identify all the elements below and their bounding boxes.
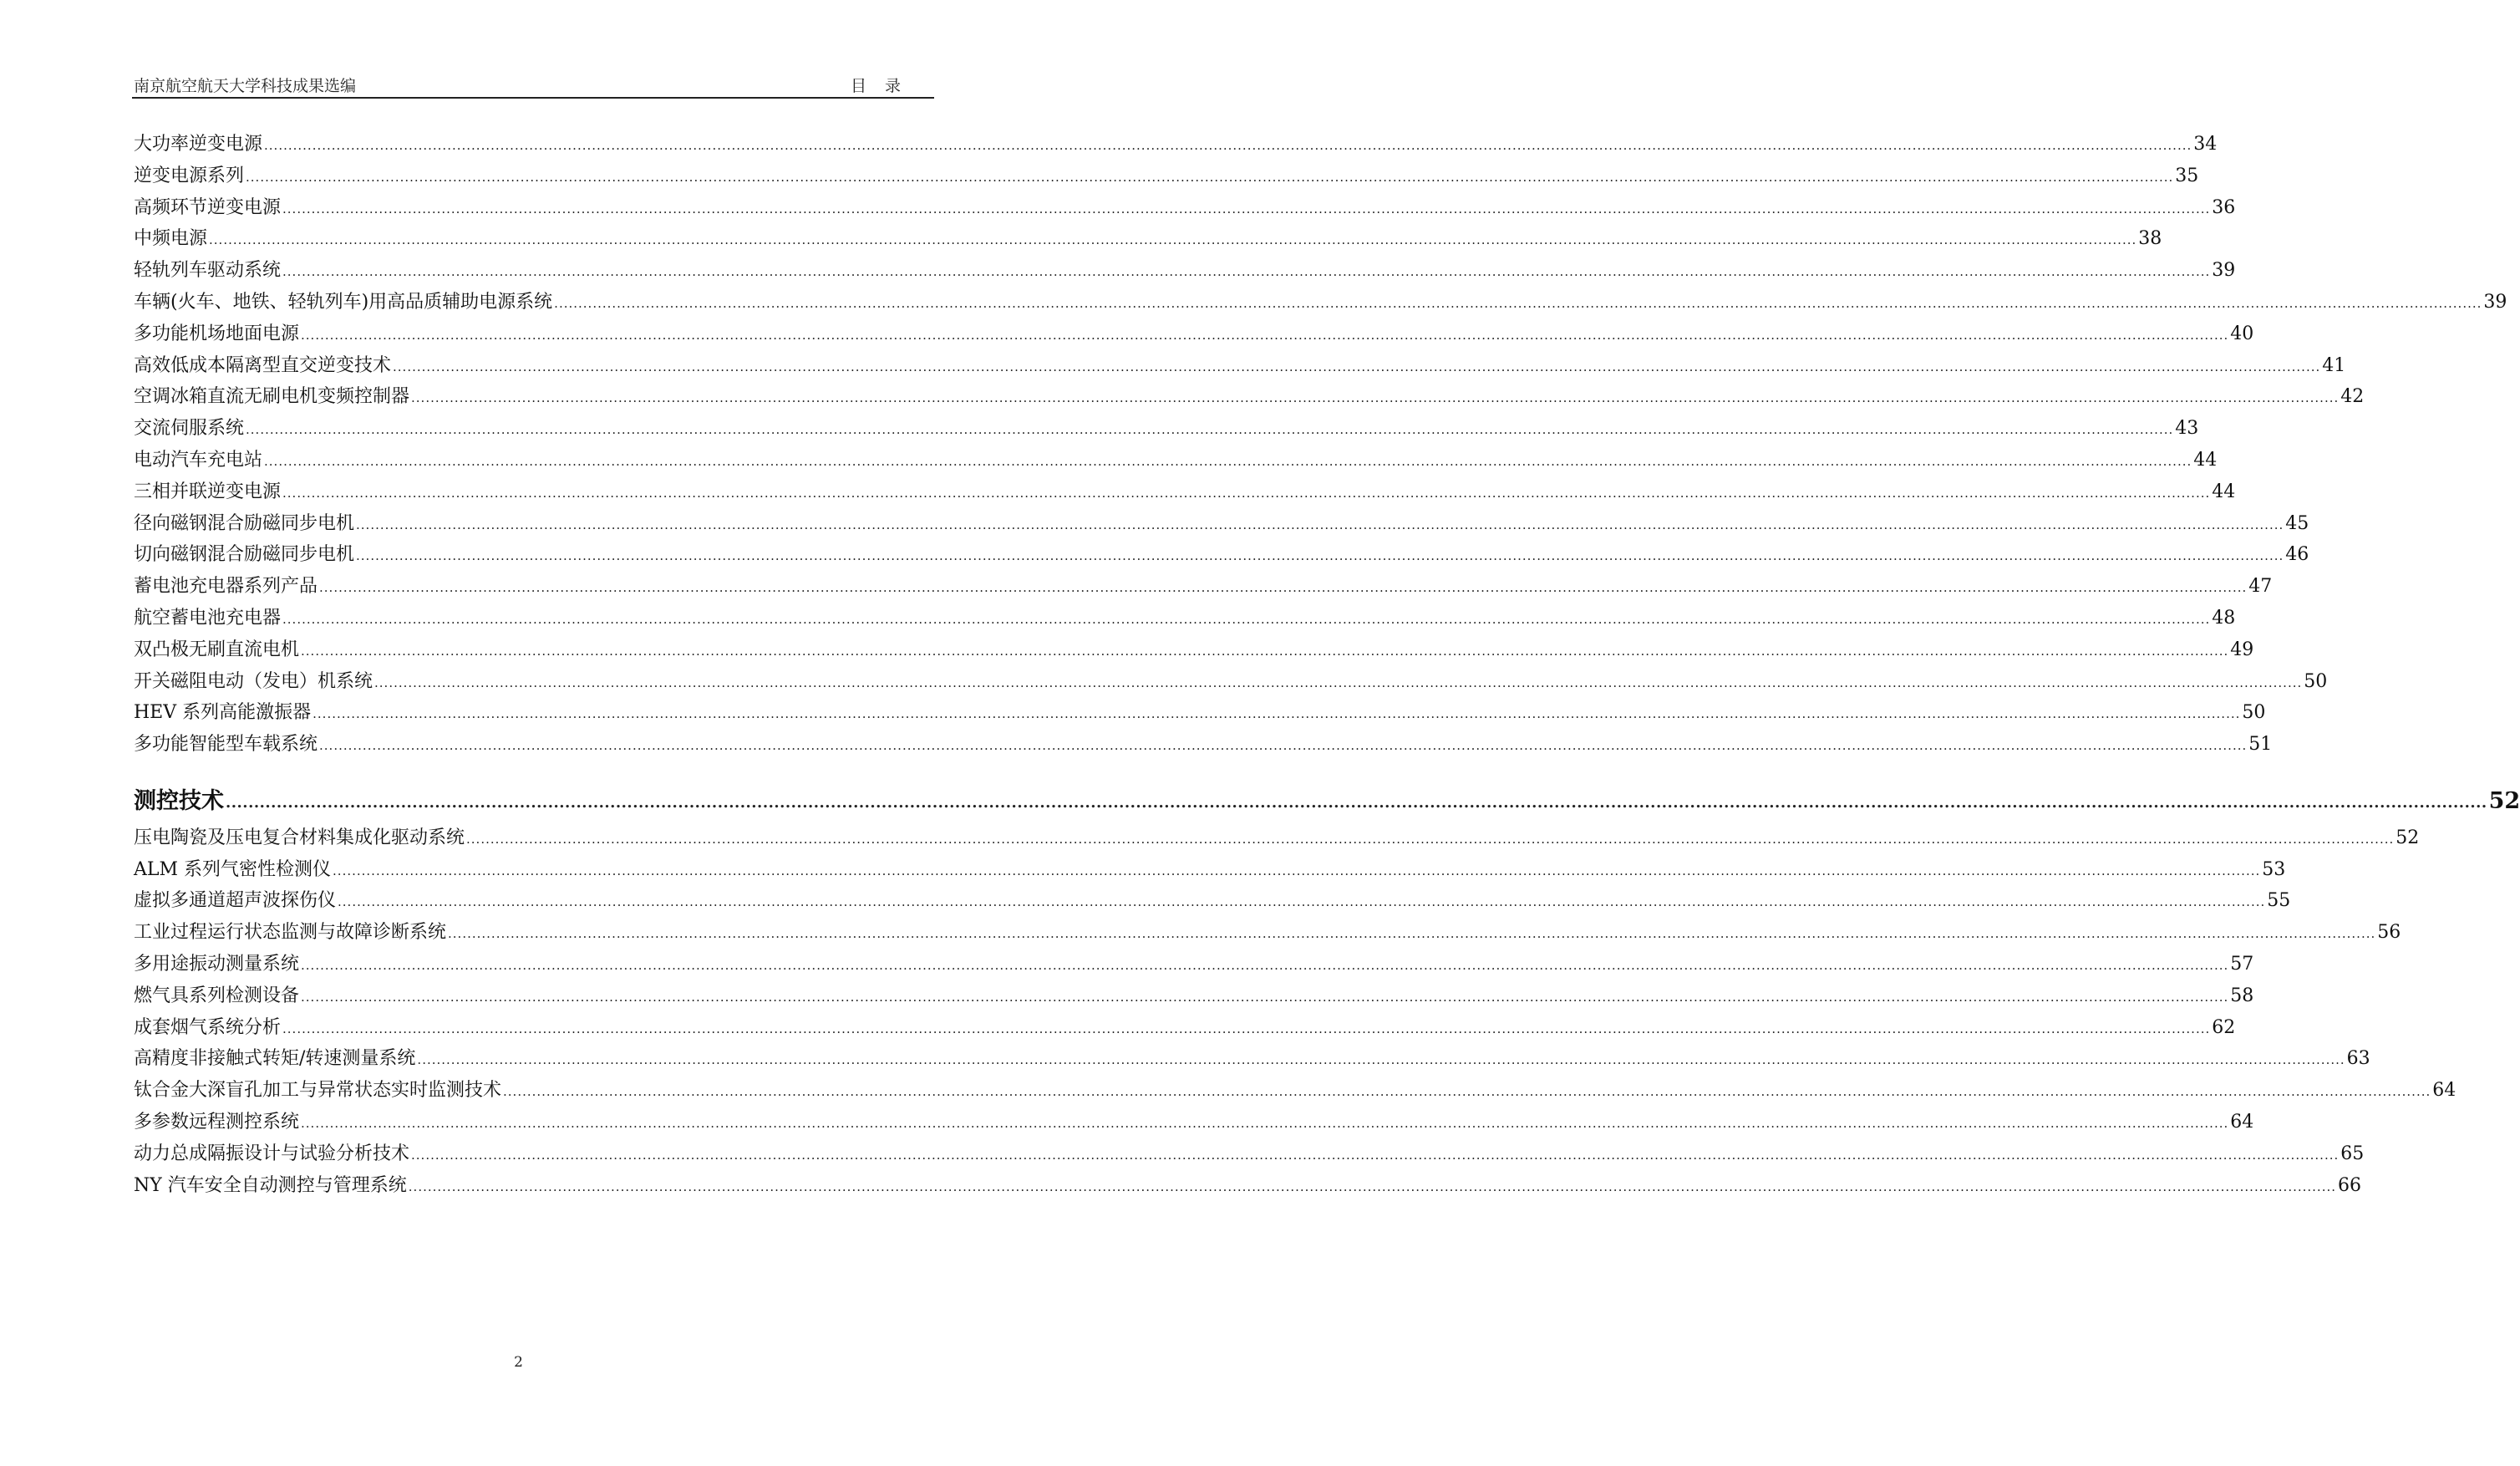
toc-entry[interactable] xyxy=(134,1010,2236,1041)
toc-entry-page: 42 xyxy=(2340,386,2365,408)
toc-leader-dots: ................................................................................................................................................................................................................................................................................................................................................................................................................ xyxy=(282,612,2211,627)
toc-entry[interactable] xyxy=(134,221,2162,252)
toc-entry[interactable] xyxy=(134,727,2273,757)
toc-entry[interactable] xyxy=(134,475,2236,505)
toc-entry-title: 开关磁阻电动（发电）机系统 xyxy=(134,670,373,692)
toc-entry[interactable] xyxy=(134,883,2291,914)
toc-entry-page: 50 xyxy=(2304,670,2328,692)
toc-entry[interactable] xyxy=(134,191,2236,221)
toc-entry-page: 58 xyxy=(2230,985,2254,1006)
toc-entry[interactable] xyxy=(134,695,2266,725)
toc-entry-title: 蓄电池充电器系列产品 xyxy=(134,576,318,598)
header-title: 南京航空航天大学科技成果选编 xyxy=(134,77,357,95)
toc-leader-dots: ................................................................................................................................................................................................................................................................................................................................................................................................................ xyxy=(356,548,2284,564)
toc-entry[interactable] xyxy=(134,1041,2370,1072)
toc-leader-dots: ................................................................................................................................................................................................................................................................................................................................................................................................................ xyxy=(411,390,2340,406)
toc-entry[interactable] xyxy=(134,1073,2456,1103)
toc-entry-title: 航空蓄电池充电器 xyxy=(134,608,282,629)
toc-entry-title: 切向磁钢混合励磁同步电机 xyxy=(134,544,355,566)
toc-entry-page: 66 xyxy=(2338,1174,2362,1196)
toc-entry[interactable] xyxy=(134,853,2286,883)
toc-entry-page: 47 xyxy=(2248,576,2273,598)
toc-entry[interactable] xyxy=(134,253,2236,283)
toc-leader-dots: ................................................................................................................................................................................................................................................................................................................................................................................................................ xyxy=(393,359,2321,374)
toc-entry[interactable] xyxy=(134,601,2236,631)
toc-entry-page: 46 xyxy=(2285,544,2309,566)
toc-leader-dots: ................................................................................................................................................................................................................................................................................................................................................................................................................ xyxy=(333,863,2261,878)
toc-section-heading[interactable] xyxy=(134,777,2520,814)
toc-entry-title: 高频环节逆变电源 xyxy=(134,196,282,218)
toc-entry-page: 36 xyxy=(2212,196,2236,218)
toc-leader-dots: ................................................................................................................................................................................................................................................................................................................................................................................................................ xyxy=(301,327,2229,343)
toc-entry[interactable] xyxy=(134,443,2218,473)
toc-entry-title: 交流伺服系统 xyxy=(134,418,245,440)
toc-entry-page: 64 xyxy=(2432,1080,2456,1102)
toc-leader-dots: ................................................................................................................................................................................................................................................................................................................................................................................................................ xyxy=(282,485,2211,501)
toc-entry-title: 燃气具系列检测设备 xyxy=(134,985,300,1006)
toc-entry-page: 39 xyxy=(2483,292,2507,313)
toc-leader-dots: ................................................................................................................................................................................................................................................................................................................................................................................................................ xyxy=(264,454,2192,469)
toc-leader-dots: ................................................................................................................................................................................................................................................................................................................................................................................................................ xyxy=(301,989,2229,1005)
toc-entry-title: 逆变电源系列 xyxy=(134,165,245,186)
toc-entry[interactable] xyxy=(134,915,2401,945)
toc-entry-title: 多功能机场地面电源 xyxy=(134,323,300,344)
toc-entry-page: 35 xyxy=(2175,165,2199,186)
toc-leader-dots: ................................................................................................................................................................................................................................................................................................................................................................................................................ xyxy=(466,831,2395,847)
toc-entry-title: 轻轨列车驱动系统 xyxy=(134,260,282,282)
toc-entry-page: 56 xyxy=(2377,922,2401,944)
toc-entry-page: 43 xyxy=(2175,418,2199,440)
toc-entry-page: 45 xyxy=(2285,512,2309,534)
toc-leader-dots: ................................................................................................................................................................................................................................................................................................................................................................................................................ xyxy=(356,517,2284,532)
toc-entry-page: 38 xyxy=(2138,228,2162,250)
toc-entry-title: 三相并联逆变电源 xyxy=(134,481,282,502)
toc-entry-title: HEV 系列高能激振器 xyxy=(134,702,312,724)
header-section: 目录 xyxy=(850,77,919,95)
toc-entry-page: 50 xyxy=(2242,702,2266,724)
toc-leader-dots: ................................................................................................................................................................................................................................................................................................................................................................................................................ xyxy=(282,1021,2211,1036)
toc-leader-dots: ................................................................................................................................................................................................................................................................................................................................................................................................................ xyxy=(301,958,2229,973)
toc-entry-title: 电动汽车充电站 xyxy=(134,450,263,471)
toc-entry-page: 62 xyxy=(2212,1016,2236,1038)
toc-leader-dots: ................................................................................................................................................................................................................................................................................................................................................................................................................ xyxy=(319,738,2248,754)
toc-leader-dots: ................................................................................................................................................................................................................................................................................................................................................................................................................ xyxy=(408,1178,2337,1194)
toc-leader-dots: ................................................................................................................................................................................................................................................................................................................................................................................................................ xyxy=(282,264,2211,280)
toc-entry-page: 39 xyxy=(2212,260,2236,282)
toc-entry-title: 中频电源 xyxy=(134,228,208,250)
toc-entry-page: 44 xyxy=(2212,481,2236,502)
toc-entry-page: 65 xyxy=(2340,1143,2365,1164)
toc-leader-dots: ................................................................................................................................................................................................................................................................................................................................................................................................................ xyxy=(301,1116,2229,1131)
toc-leader-dots: ................................................................................................................................................................................................................................................................................................................................................................................................................ xyxy=(312,706,2241,722)
toc-entry-page: 52 xyxy=(2488,788,2520,814)
toc-leader-dots: ................................................................................................................................................................................................................................................................................................................................................................................................................ xyxy=(417,1052,2345,1068)
toc-entry-page: 51 xyxy=(2248,734,2273,756)
toc-leader-dots: ................................................................................................................................................................................................................................................................................................................................................................................................................ xyxy=(264,138,2192,153)
toc-entry-title: 多用途振动测量系统 xyxy=(134,954,300,975)
toc-leader-dots: ................................................................................................................................................................................................................................................................................................................................................................................................................ xyxy=(448,926,2376,942)
page-number: 2 xyxy=(514,1354,523,1371)
toc-entry[interactable] xyxy=(134,821,2420,851)
toc-entry-page: 53 xyxy=(2262,858,2286,880)
toc-entry-title: NY 汽车安全自动测控与管理系统 xyxy=(134,1174,407,1196)
toc-entry-page: 41 xyxy=(2322,354,2346,376)
toc-leader-dots: ................................................................................................................................................................................................................................................................................................................................................................................................................ xyxy=(301,643,2229,659)
toc-entry-title: 动力总成隔振设计与试验分析技术 xyxy=(134,1143,410,1164)
toc-entry[interactable] xyxy=(134,664,2328,695)
toc-leader-dots: ................................................................................................................................................................................................................................................................................................................................................................................................................ xyxy=(374,674,2303,690)
toc-entry-title: 虚拟多通道超声波探伤仪 xyxy=(134,890,337,912)
toc-entry[interactable] xyxy=(134,1168,2362,1199)
toc-entry-title: 空调冰箱直流无刷电机变频控制器 xyxy=(134,386,410,408)
toc-leader-dots: ................................................................................................................................................................................................................................................................................................................................................................................................................ xyxy=(411,1147,2340,1163)
toc-leader-dots: ................................................................................................................................................................................................................................................................................................................................................................................................................ xyxy=(246,422,2174,438)
toc-leader-dots: ................................................................................................................................................................................................................................................................................................................................................................................................................ xyxy=(319,580,2248,596)
toc-leader-dots: ................................................................................................................................................................................................................................................................................................................................................................................................................ xyxy=(209,232,2137,248)
toc-leader-dots: ................................................................................................................................................................................................................................................................................................................................................................................................................ xyxy=(226,794,2487,812)
toc-entry-title: 大功率逆变电源 xyxy=(134,134,263,155)
toc-entry-page: 52 xyxy=(2396,827,2420,848)
toc-entry-title: ALM 系列气密性检测仪 xyxy=(134,858,332,880)
toc-entry[interactable] xyxy=(134,285,2507,315)
toc-entry-page: 57 xyxy=(2230,954,2254,975)
toc-entry[interactable] xyxy=(134,633,2254,663)
toc-entry[interactable] xyxy=(134,947,2254,977)
toc-entry-title: 多参数远程测控系统 xyxy=(134,1112,300,1133)
toc-entry-title: 测控技术 xyxy=(134,788,224,814)
toc-leader-dots: ................................................................................................................................................................................................................................................................................................................................................................................................................ xyxy=(282,201,2211,216)
toc-entry-title: 钛合金大深盲孔加工与异常状态实时监测技术 xyxy=(134,1080,502,1102)
toc-entry-page: 63 xyxy=(2346,1048,2370,1070)
toc-entry-page: 34 xyxy=(2193,134,2218,155)
toc-entry-title: 车辆(火车、地铁、轻轨列车)用高品质辅助电源系统 xyxy=(134,292,553,313)
toc-entry[interactable] xyxy=(134,1105,2254,1135)
toc-entry-title: 成套烟气系统分析 xyxy=(134,1016,282,1038)
toc-leader-dots: ................................................................................................................................................................................................................................................................................................................................................................................................................ xyxy=(503,1084,2431,1100)
toc-entry-title: 径向磁钢混合励磁同步电机 xyxy=(134,512,355,534)
toc-entry-page: 40 xyxy=(2230,323,2254,344)
toc-entry-title: 多功能智能型车载系统 xyxy=(134,734,318,756)
toc-entry-title: 工业过程运行状态监测与故障诊断系统 xyxy=(134,922,447,944)
toc-entry[interactable] xyxy=(134,506,2309,537)
toc-entry[interactable] xyxy=(134,979,2254,1009)
toc-entry-page: 55 xyxy=(2267,890,2291,912)
toc-entry[interactable] xyxy=(134,537,2309,568)
toc-leader-dots: ................................................................................................................................................................................................................................................................................................................................................................................................................ xyxy=(338,894,2266,910)
toc-entry[interactable] xyxy=(134,411,2199,441)
running-header xyxy=(132,72,934,99)
toc-entry[interactable] xyxy=(134,569,2273,599)
toc-entry-title: 高精度非接触式转矩/转速测量系统 xyxy=(134,1048,416,1070)
toc-entry-title: 高效低成本隔离型直交逆变技术 xyxy=(134,354,392,376)
toc-entry-page: 49 xyxy=(2230,639,2254,660)
toc-entry-title: 双凸极无刷直流电机 xyxy=(134,639,300,660)
toc-entry[interactable] xyxy=(134,379,2365,410)
toc-entry[interactable] xyxy=(134,127,2218,157)
toc-entry-page: 44 xyxy=(2193,450,2218,471)
toc-entry[interactable] xyxy=(134,159,2199,189)
toc-entry[interactable] xyxy=(134,1137,2365,1167)
toc-leader-dots: ................................................................................................................................................................................................................................................................................................................................................................................................................ xyxy=(554,296,2482,311)
toc-entry[interactable] xyxy=(134,317,2254,347)
toc-entry[interactable] xyxy=(134,349,2346,379)
toc-leader-dots: ................................................................................................................................................................................................................................................................................................................................................................................................................ xyxy=(246,169,2174,185)
toc-entry-page: 48 xyxy=(2212,608,2236,629)
toc-entry-page: 64 xyxy=(2230,1112,2254,1133)
toc-entry-title: 压电陶瓷及压电复合材料集成化驱动系统 xyxy=(134,827,465,848)
